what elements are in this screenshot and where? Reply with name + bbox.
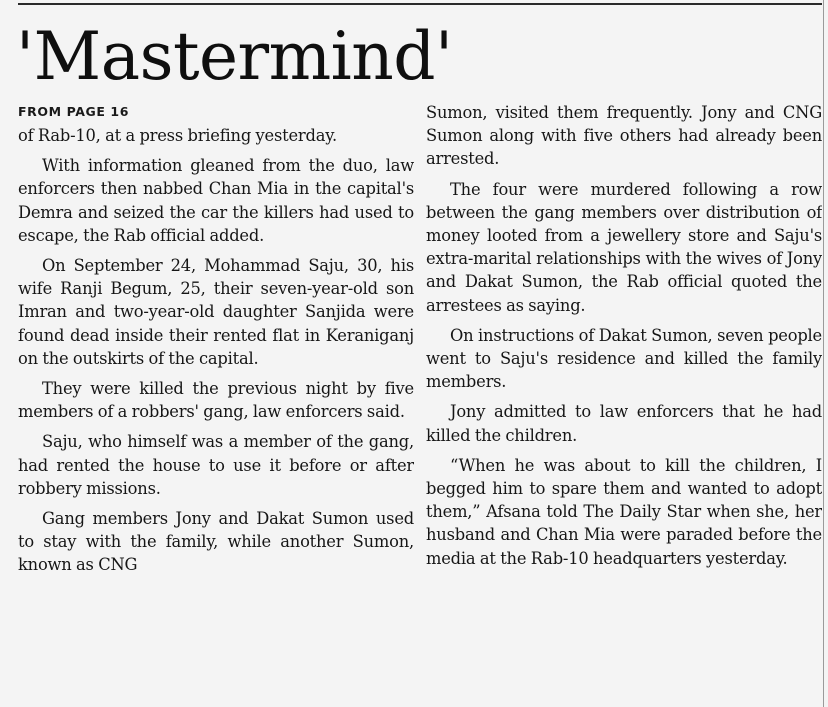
article-paragraph: They were killed the previous night by five members of a robbers' gang, law enforcers said. [18, 379, 414, 422]
top-rule [18, 3, 822, 5]
article-paragraph: With information gleaned from the duo, law enforcers then nabbed Chan Mia in the capital's Demra and seized the car the killers had used to escape, the Rab official added. [18, 156, 414, 245]
article-paragraph: Jony admitted to law enforcers that he had killed the children. [426, 402, 822, 445]
article-paragraph: of Rab-10, at a press briefing yesterday. [18, 126, 338, 145]
article-paragraph: “When he was about to kill the children, I begged him to spare them and wanted to adopt them,” Afsana told The Daily Star when she, her husband and Chan Mia were paraded before the media at the Rab-10 headquarters yesterday. [426, 455, 822, 568]
right-column [426, 103, 822, 703]
article-paragraph: Saju, who himself was a member of the gang, had rented the house to use it before or after robbery missions. [18, 432, 414, 498]
headline: 'Mastermind' [16, 18, 453, 95]
article-paragraph: Gang members Jony and Dakat Sumon used to stay with the family, while another Sumon, known as CNG [18, 509, 414, 575]
right-rule [823, 0, 824, 707]
article-paragraph: Sumon, visited them frequently. Jony and CNG Sumon along with five others had already been arrested. [426, 103, 822, 169]
article-paragraph: On instructions of Dakat Sumon, seven people went to Saju's residence and killed the family members. [426, 325, 822, 392]
jump-label: FROM PAGE 16 [18, 104, 130, 119]
article-paragraph: The four were murdered following a row between the gang members over distribution of money looted from a jewellery store and Saju's extra-marital relationships with the wives of Jony and Dakat Sumon, the Rab official quoted the arrestees as saying. [426, 179, 822, 315]
article-paragraph: On September 24, Mohammad Saju, 30, his wife Ranji Begum, 25, their seven-year-old son Imran and two-year-old daughter Sanjida were found dead inside their rented flat in Keraniganj on the outskirts of the capital. [18, 256, 414, 368]
left-column [18, 103, 414, 703]
